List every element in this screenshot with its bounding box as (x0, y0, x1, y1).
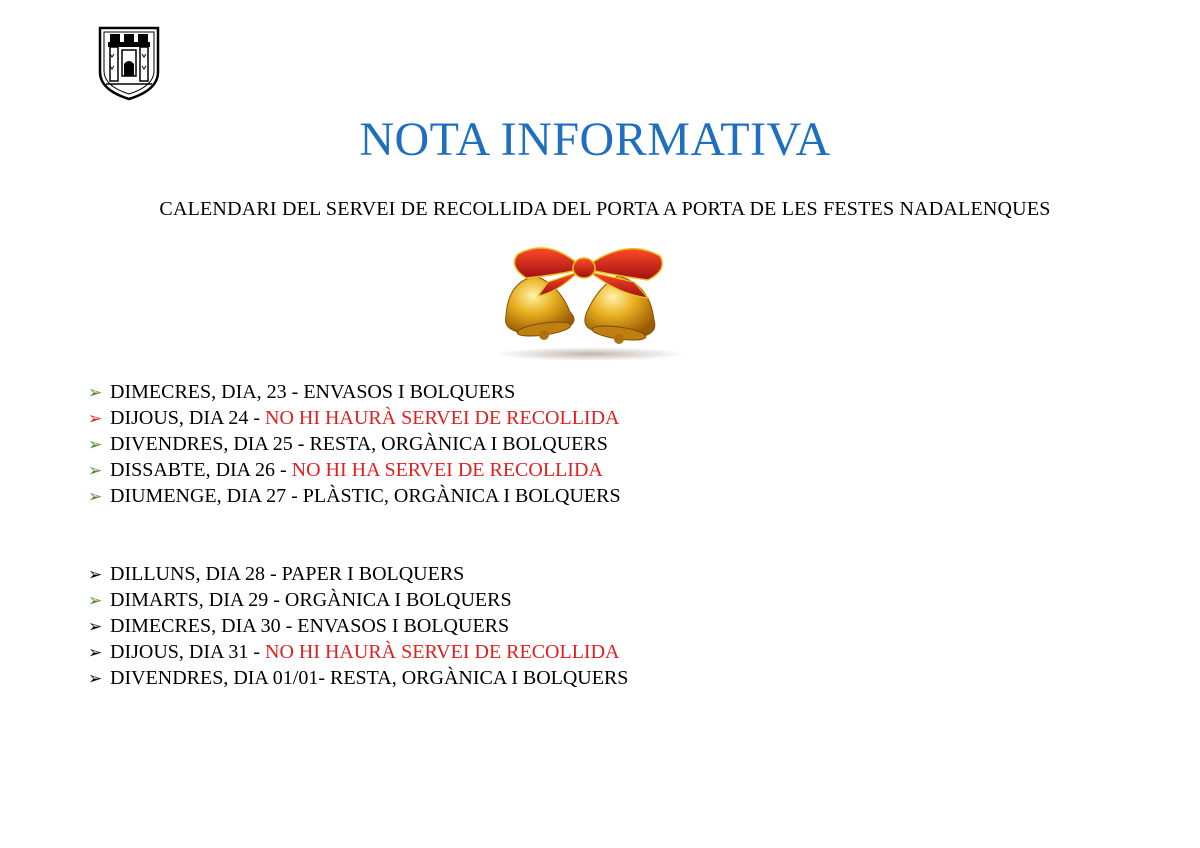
list-item: ➢ DIJOUS, DIA 31 - NO HI HAURÀ SERVEI DE RECOLLIDA (88, 639, 628, 665)
list-item: ➢ DIUMENGE, DIA 27 - PLÀSTIC, ORGÀNICA I BOLQUERS (88, 483, 621, 509)
list-item: ➢ DILLUNS, DIA 28 - PAPER I BOLQUERS (88, 561, 628, 587)
arrow-bullet-icon: ➢ (88, 461, 103, 480)
coat-of-arms-icon (96, 24, 162, 102)
arrow-bullet-icon: ➢ (88, 591, 103, 610)
list-item: ➢ DIMECRES, DIA 30 - ENVASOS I BOLQUERS (88, 613, 628, 639)
arrow-bullet-icon: ➢ (88, 409, 103, 428)
page-subtitle: CALENDARI DEL SERVEI DE RECOLLIDA DEL PORTA A PORTA DE LES FESTES NADALENQUES (159, 198, 1051, 220)
arrow-bullet-icon: ➢ (88, 435, 103, 454)
arrow-bullet-icon: ➢ (88, 643, 103, 662)
christmas-bells-icon (478, 236, 704, 366)
arrow-bullet-icon: ➢ (88, 669, 103, 688)
list-item: ➢ DIMECRES, DIA, 23 - ENVASOS I BOLQUERS (88, 379, 621, 405)
schedule-list-week-2 (88, 561, 628, 691)
list-item: ➢ DISSABTE, DIA 26 - NO HI HA SERVEI DE RECOLLIDA (88, 457, 621, 483)
arrow-bullet-icon: ➢ (88, 487, 103, 506)
list-item: ➢ DIMARTS, DIA 29 - ORGÀNICA I BOLQUERS (88, 587, 628, 613)
list-item: ➢ DIJOUS, DIA 24 - NO HI HAURÀ SERVEI DE RECOLLIDA (88, 405, 621, 431)
schedule-list-week-1 (88, 379, 621, 509)
arrow-bullet-icon: ➢ (88, 617, 103, 636)
page-title: NOTA INFORMATIVA (359, 113, 831, 166)
arrow-bullet-icon: ➢ (88, 383, 103, 402)
list-item: ➢ DIVENDRES, DIA 01/01- RESTA, ORGÀNICA I BOLQUERS (88, 665, 628, 691)
arrow-bullet-icon: ➢ (88, 565, 103, 584)
list-item: ➢ DIVENDRES, DIA 25 - RESTA, ORGÀNICA I BOLQUERS (88, 431, 621, 457)
